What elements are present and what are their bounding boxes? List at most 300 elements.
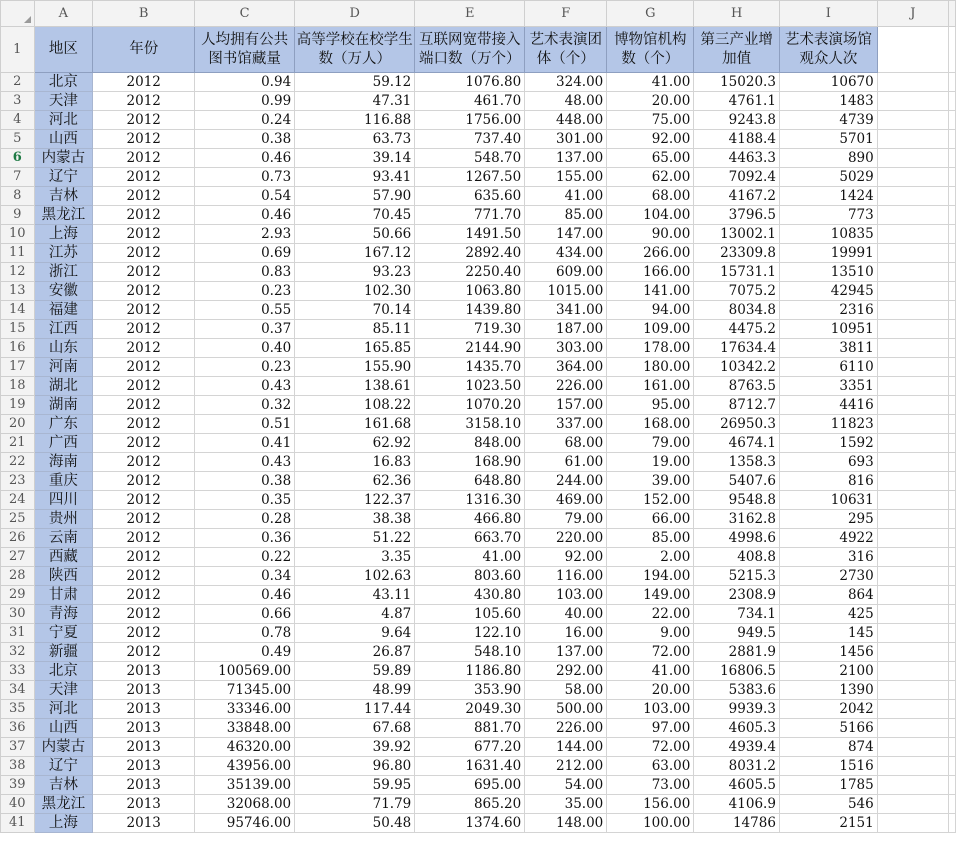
data-cell[interactable]: 4922	[779, 529, 877, 548]
row-header[interactable]: 4	[1, 111, 35, 130]
data-cell[interactable]: 75.00	[607, 111, 694, 130]
data-cell[interactable]: 2013	[93, 776, 195, 795]
data-cell[interactable]: 50.66	[295, 225, 415, 244]
data-cell[interactable]: 187.00	[525, 320, 607, 339]
region-cell[interactable]: 黑龙江	[34, 795, 93, 814]
empty-cell[interactable]	[877, 358, 948, 377]
data-cell[interactable]: 2012	[93, 548, 195, 567]
empty-cell[interactable]	[949, 510, 956, 529]
empty-cell[interactable]	[949, 130, 956, 149]
data-cell[interactable]: 2012	[93, 453, 195, 472]
data-cell[interactable]: 220.00	[525, 529, 607, 548]
empty-cell[interactable]	[877, 567, 948, 586]
data-cell[interactable]: 546	[779, 795, 877, 814]
data-cell[interactable]: 92.00	[607, 130, 694, 149]
data-cell[interactable]: 1491.50	[415, 225, 525, 244]
data-cell[interactable]: 0.35	[195, 491, 295, 510]
header-cell[interactable]: 博物馆机构数（个）	[607, 27, 694, 73]
data-cell[interactable]: 39.92	[295, 738, 415, 757]
data-cell[interactable]: 85.11	[295, 320, 415, 339]
data-cell[interactable]: 40.00	[525, 605, 607, 624]
row-header[interactable]: 28	[1, 567, 35, 586]
empty-cell[interactable]	[877, 757, 948, 776]
data-cell[interactable]: 39.14	[295, 149, 415, 168]
data-cell[interactable]: 2012	[93, 263, 195, 282]
data-cell[interactable]: 85.00	[525, 206, 607, 225]
row-header[interactable]: 21	[1, 434, 35, 453]
data-cell[interactable]: 96.80	[295, 757, 415, 776]
data-cell[interactable]: 167.12	[295, 244, 415, 263]
data-cell[interactable]: 2012	[93, 320, 195, 339]
data-cell[interactable]: 68.00	[525, 434, 607, 453]
region-cell[interactable]: 青海	[34, 605, 93, 624]
region-cell[interactable]: 湖北	[34, 377, 93, 396]
empty-cell[interactable]	[949, 206, 956, 225]
empty-cell[interactable]	[949, 358, 956, 377]
data-cell[interactable]: 1076.80	[415, 73, 525, 92]
data-cell[interactable]: 2250.40	[415, 263, 525, 282]
data-cell[interactable]: 13510	[779, 263, 877, 282]
data-cell[interactable]: 2013	[93, 662, 195, 681]
data-cell[interactable]: 90.00	[607, 225, 694, 244]
data-cell[interactable]: 2012	[93, 149, 195, 168]
empty-cell[interactable]	[949, 567, 956, 586]
data-cell[interactable]: 1390	[779, 681, 877, 700]
data-cell[interactable]: 301.00	[525, 130, 607, 149]
row-header[interactable]: 33	[1, 662, 35, 681]
data-cell[interactable]: 3158.10	[415, 415, 525, 434]
data-cell[interactable]: 148.00	[525, 814, 607, 833]
data-cell[interactable]: 0.36	[195, 529, 295, 548]
empty-cell[interactable]	[949, 624, 956, 643]
data-cell[interactable]: 7075.2	[694, 282, 780, 301]
data-cell[interactable]: 1186.80	[415, 662, 525, 681]
data-cell[interactable]: 2013	[93, 681, 195, 700]
data-cell[interactable]: 0.22	[195, 548, 295, 567]
column-header-a[interactable]: A	[34, 1, 93, 27]
region-cell[interactable]: 内蒙古	[34, 738, 93, 757]
data-cell[interactable]: 46320.00	[195, 738, 295, 757]
data-cell[interactable]: 5215.3	[694, 567, 780, 586]
data-cell[interactable]: 2012	[93, 130, 195, 149]
data-cell[interactable]: 4475.2	[694, 320, 780, 339]
data-cell[interactable]: 0.23	[195, 358, 295, 377]
empty-cell[interactable]	[949, 168, 956, 187]
data-cell[interactable]: 2151	[779, 814, 877, 833]
data-cell[interactable]: 734.1	[694, 605, 780, 624]
row-header[interactable]: 2	[1, 73, 35, 92]
empty-cell[interactable]	[949, 795, 956, 814]
data-cell[interactable]: 0.43	[195, 377, 295, 396]
empty-cell[interactable]	[949, 491, 956, 510]
data-cell[interactable]: 41.00	[607, 73, 694, 92]
data-cell[interactable]: 434.00	[525, 244, 607, 263]
data-cell[interactable]: 1756.00	[415, 111, 525, 130]
region-cell[interactable]: 西藏	[34, 548, 93, 567]
empty-cell[interactable]	[877, 244, 948, 263]
data-cell[interactable]: 62.92	[295, 434, 415, 453]
data-cell[interactable]: 773	[779, 206, 877, 225]
data-cell[interactable]: 51.22	[295, 529, 415, 548]
empty-cell[interactable]	[949, 263, 956, 282]
empty-cell[interactable]	[877, 681, 948, 700]
data-cell[interactable]: 11823	[779, 415, 877, 434]
empty-cell[interactable]	[949, 814, 956, 833]
data-cell[interactable]: 2012	[93, 301, 195, 320]
data-cell[interactable]: 1439.80	[415, 301, 525, 320]
column-header-i[interactable]: I	[779, 1, 877, 27]
data-cell[interactable]: 1267.50	[415, 168, 525, 187]
row-header[interactable]: 38	[1, 757, 35, 776]
empty-cell[interactable]	[877, 738, 948, 757]
region-cell[interactable]: 上海	[34, 814, 93, 833]
data-cell[interactable]: 70.14	[295, 301, 415, 320]
header-cell[interactable]: 第三产业增加值	[694, 27, 780, 73]
data-cell[interactable]: 1063.80	[415, 282, 525, 301]
empty-cell[interactable]	[949, 187, 956, 206]
data-cell[interactable]: 38.38	[295, 510, 415, 529]
data-cell[interactable]: 144.00	[525, 738, 607, 757]
data-cell[interactable]: 103.00	[607, 700, 694, 719]
data-cell[interactable]: 161.00	[607, 377, 694, 396]
empty-cell[interactable]	[877, 700, 948, 719]
data-cell[interactable]: 1070.20	[415, 396, 525, 415]
data-cell[interactable]: 0.94	[195, 73, 295, 92]
region-cell[interactable]: 陕西	[34, 567, 93, 586]
data-cell[interactable]: 19.00	[607, 453, 694, 472]
empty-cell[interactable]	[877, 491, 948, 510]
data-cell[interactable]: 0.46	[195, 206, 295, 225]
data-cell[interactable]: 2.93	[195, 225, 295, 244]
empty-cell[interactable]	[877, 814, 948, 833]
data-cell[interactable]: 0.32	[195, 396, 295, 415]
data-cell[interactable]: 35.00	[525, 795, 607, 814]
data-cell[interactable]: 1374.60	[415, 814, 525, 833]
data-cell[interactable]: 122.10	[415, 624, 525, 643]
data-cell[interactable]: 803.60	[415, 567, 525, 586]
empty-cell[interactable]	[949, 27, 956, 73]
column-header-b[interactable]: B	[93, 1, 195, 27]
row-header[interactable]: 30	[1, 605, 35, 624]
empty-cell[interactable]	[877, 605, 948, 624]
data-cell[interactable]: 102.63	[295, 567, 415, 586]
empty-cell[interactable]	[949, 111, 956, 130]
data-cell[interactable]: 8031.2	[694, 757, 780, 776]
data-cell[interactable]: 141.00	[607, 282, 694, 301]
data-cell[interactable]: 0.51	[195, 415, 295, 434]
row-header[interactable]: 31	[1, 624, 35, 643]
data-cell[interactable]: 10342.2	[694, 358, 780, 377]
data-cell[interactable]: 7092.4	[694, 168, 780, 187]
data-cell[interactable]: 4605.3	[694, 719, 780, 738]
empty-cell[interactable]	[877, 472, 948, 491]
data-cell[interactable]: 816	[779, 472, 877, 491]
data-cell[interactable]: 48.00	[525, 92, 607, 111]
row-header[interactable]: 12	[1, 263, 35, 282]
data-cell[interactable]: 117.44	[295, 700, 415, 719]
empty-cell[interactable]	[877, 130, 948, 149]
data-cell[interactable]: 61.00	[525, 453, 607, 472]
data-cell[interactable]: 137.00	[525, 149, 607, 168]
empty-cell[interactable]	[949, 377, 956, 396]
row-header[interactable]: 22	[1, 453, 35, 472]
data-cell[interactable]: 161.68	[295, 415, 415, 434]
data-cell[interactable]: 0.41	[195, 434, 295, 453]
row-header[interactable]: 27	[1, 548, 35, 567]
data-cell[interactable]: 13002.1	[694, 225, 780, 244]
empty-cell[interactable]	[949, 548, 956, 567]
region-cell[interactable]: 河南	[34, 358, 93, 377]
data-cell[interactable]: 116.00	[525, 567, 607, 586]
data-cell[interactable]: 57.90	[295, 187, 415, 206]
data-cell[interactable]: 116.88	[295, 111, 415, 130]
data-cell[interactable]: 848.00	[415, 434, 525, 453]
row-header[interactable]: 10	[1, 225, 35, 244]
data-cell[interactable]: 94.00	[607, 301, 694, 320]
row-header[interactable]: 24	[1, 491, 35, 510]
data-cell[interactable]: 2049.30	[415, 700, 525, 719]
data-cell[interactable]: 9243.8	[694, 111, 780, 130]
data-cell[interactable]: 2.00	[607, 548, 694, 567]
data-cell[interactable]: 2144.90	[415, 339, 525, 358]
data-cell[interactable]: 890	[779, 149, 877, 168]
data-cell[interactable]: 212.00	[525, 757, 607, 776]
empty-cell[interactable]	[877, 776, 948, 795]
row-header[interactable]: 37	[1, 738, 35, 757]
data-cell[interactable]: 92.00	[525, 548, 607, 567]
empty-cell[interactable]	[949, 662, 956, 681]
data-cell[interactable]: 194.00	[607, 567, 694, 586]
data-cell[interactable]: 1023.50	[415, 377, 525, 396]
row-header[interactable]: 11	[1, 244, 35, 263]
data-cell[interactable]: 97.00	[607, 719, 694, 738]
data-cell[interactable]: 68.00	[607, 187, 694, 206]
data-cell[interactable]: 2012	[93, 206, 195, 225]
data-cell[interactable]: 1592	[779, 434, 877, 453]
data-cell[interactable]: 0.54	[195, 187, 295, 206]
empty-cell[interactable]	[877, 149, 948, 168]
data-cell[interactable]: 4106.9	[694, 795, 780, 814]
data-cell[interactable]: 4416	[779, 396, 877, 415]
data-cell[interactable]: 2012	[93, 111, 195, 130]
data-cell[interactable]: 5701	[779, 130, 877, 149]
empty-cell[interactable]	[877, 453, 948, 472]
data-cell[interactable]: 2012	[93, 567, 195, 586]
row-header[interactable]: 20	[1, 415, 35, 434]
data-cell[interactable]: 72.00	[607, 643, 694, 662]
data-cell[interactable]: 10951	[779, 320, 877, 339]
empty-cell[interactable]	[877, 529, 948, 548]
data-cell[interactable]: 677.20	[415, 738, 525, 757]
header-cell[interactable]: 艺术表演场馆观众人次	[779, 27, 877, 73]
data-cell[interactable]: 54.00	[525, 776, 607, 795]
empty-cell[interactable]	[949, 472, 956, 491]
data-cell[interactable]: 9939.3	[694, 700, 780, 719]
data-cell[interactable]: 0.69	[195, 244, 295, 263]
data-cell[interactable]: 59.95	[295, 776, 415, 795]
data-cell[interactable]: 50.48	[295, 814, 415, 833]
empty-cell[interactable]	[877, 92, 948, 111]
data-cell[interactable]: 0.37	[195, 320, 295, 339]
data-cell[interactable]: 8763.5	[694, 377, 780, 396]
data-cell[interactable]: 39.00	[607, 472, 694, 491]
data-cell[interactable]: 19991	[779, 244, 877, 263]
data-cell[interactable]: 2012	[93, 586, 195, 605]
data-cell[interactable]: 149.00	[607, 586, 694, 605]
data-cell[interactable]: 9.64	[295, 624, 415, 643]
data-cell[interactable]: 949.5	[694, 624, 780, 643]
region-cell[interactable]: 吉林	[34, 776, 93, 795]
data-cell[interactable]: 226.00	[525, 377, 607, 396]
data-cell[interactable]: 292.00	[525, 662, 607, 681]
data-cell[interactable]: 448.00	[525, 111, 607, 130]
data-cell[interactable]: 32068.00	[195, 795, 295, 814]
row-header[interactable]: 34	[1, 681, 35, 700]
data-cell[interactable]: 2012	[93, 605, 195, 624]
row-header[interactable]: 19	[1, 396, 35, 415]
data-cell[interactable]: 295	[779, 510, 877, 529]
data-cell[interactable]: 65.00	[607, 149, 694, 168]
data-cell[interactable]: 166.00	[607, 263, 694, 282]
empty-cell[interactable]	[949, 396, 956, 415]
data-cell[interactable]: 2012	[93, 282, 195, 301]
row-header[interactable]: 9	[1, 206, 35, 225]
row-header[interactable]: 23	[1, 472, 35, 491]
data-cell[interactable]: 2012	[93, 377, 195, 396]
data-cell[interactable]: 10835	[779, 225, 877, 244]
data-cell[interactable]: 33346.00	[195, 700, 295, 719]
data-cell[interactable]: 5383.6	[694, 681, 780, 700]
empty-cell[interactable]	[949, 719, 956, 738]
data-cell[interactable]: 0.78	[195, 624, 295, 643]
data-cell[interactable]: 0.55	[195, 301, 295, 320]
row-header[interactable]: 35	[1, 700, 35, 719]
data-cell[interactable]: 8712.7	[694, 396, 780, 415]
column-header-f[interactable]: F	[525, 1, 607, 27]
data-cell[interactable]: 244.00	[525, 472, 607, 491]
row-header[interactable]: 36	[1, 719, 35, 738]
data-cell[interactable]: 4.87	[295, 605, 415, 624]
data-cell[interactable]: 20.00	[607, 681, 694, 700]
row-header[interactable]: 15	[1, 320, 35, 339]
empty-cell[interactable]	[949, 301, 956, 320]
empty-cell[interactable]	[949, 282, 956, 301]
data-cell[interactable]: 0.83	[195, 263, 295, 282]
data-cell[interactable]: 100569.00	[195, 662, 295, 681]
data-cell[interactable]: 0.23	[195, 282, 295, 301]
data-cell[interactable]: 693	[779, 453, 877, 472]
column-header-g[interactable]: G	[607, 1, 694, 27]
region-cell[interactable]: 湖南	[34, 396, 93, 415]
data-cell[interactable]: 648.80	[415, 472, 525, 491]
data-cell[interactable]: 10670	[779, 73, 877, 92]
data-cell[interactable]: 180.00	[607, 358, 694, 377]
region-cell[interactable]: 河北	[34, 111, 93, 130]
data-cell[interactable]: 0.46	[195, 149, 295, 168]
data-cell[interactable]: 100.00	[607, 814, 694, 833]
empty-cell[interactable]	[949, 605, 956, 624]
data-cell[interactable]: 5029	[779, 168, 877, 187]
empty-cell[interactable]	[949, 92, 956, 111]
data-cell[interactable]: 2012	[93, 168, 195, 187]
data-cell[interactable]: 500.00	[525, 700, 607, 719]
data-cell[interactable]: 6110	[779, 358, 877, 377]
data-cell[interactable]: 430.80	[415, 586, 525, 605]
row-header[interactable]: 1	[1, 27, 35, 73]
region-cell[interactable]: 天津	[34, 92, 93, 111]
data-cell[interactable]: 2012	[93, 529, 195, 548]
data-cell[interactable]: 2013	[93, 719, 195, 738]
empty-cell[interactable]	[877, 168, 948, 187]
row-header[interactable]: 3	[1, 92, 35, 111]
data-cell[interactable]: 95.00	[607, 396, 694, 415]
empty-cell[interactable]	[877, 643, 948, 662]
data-cell[interactable]: 71345.00	[195, 681, 295, 700]
data-cell[interactable]: 2881.9	[694, 643, 780, 662]
data-cell[interactable]: 104.00	[607, 206, 694, 225]
data-cell[interactable]: 1456	[779, 643, 877, 662]
empty-cell[interactable]	[877, 225, 948, 244]
data-cell[interactable]: 0.49	[195, 643, 295, 662]
data-cell[interactable]: 4998.6	[694, 529, 780, 548]
data-cell[interactable]: 16.83	[295, 453, 415, 472]
header-cell[interactable]: 人均拥有公共图书馆藏量	[195, 27, 295, 73]
data-cell[interactable]: 2013	[93, 795, 195, 814]
data-cell[interactable]: 2012	[93, 491, 195, 510]
data-cell[interactable]: 0.38	[195, 472, 295, 491]
data-cell[interactable]: 2012	[93, 434, 195, 453]
data-cell[interactable]: 635.60	[415, 187, 525, 206]
data-cell[interactable]: 41.00	[415, 548, 525, 567]
data-cell[interactable]: 42945	[779, 282, 877, 301]
data-cell[interactable]: 2012	[93, 187, 195, 206]
empty-cell[interactable]	[949, 529, 956, 548]
data-cell[interactable]: 2012	[93, 73, 195, 92]
empty-cell[interactable]	[949, 225, 956, 244]
data-cell[interactable]: 2013	[93, 814, 195, 833]
data-cell[interactable]: 9548.8	[694, 491, 780, 510]
region-cell[interactable]: 河北	[34, 700, 93, 719]
region-cell[interactable]: 甘肃	[34, 586, 93, 605]
data-cell[interactable]: 425	[779, 605, 877, 624]
data-cell[interactable]: 9.00	[607, 624, 694, 643]
data-cell[interactable]: 2012	[93, 624, 195, 643]
data-cell[interactable]: 147.00	[525, 225, 607, 244]
header-cell[interactable]: 年份	[93, 27, 195, 73]
empty-cell[interactable]	[877, 73, 948, 92]
empty-cell[interactable]	[877, 396, 948, 415]
empty-cell[interactable]	[877, 320, 948, 339]
data-cell[interactable]: 155.00	[525, 168, 607, 187]
data-cell[interactable]: 0.99	[195, 92, 295, 111]
data-cell[interactable]: 62.36	[295, 472, 415, 491]
data-cell[interactable]: 609.00	[525, 263, 607, 282]
data-cell[interactable]: 22.00	[607, 605, 694, 624]
data-cell[interactable]: 138.61	[295, 377, 415, 396]
region-cell[interactable]: 宁夏	[34, 624, 93, 643]
column-header-h[interactable]: H	[694, 1, 780, 27]
empty-cell[interactable]	[949, 320, 956, 339]
empty-cell[interactable]	[949, 776, 956, 795]
header-cell[interactable]: 地区	[34, 27, 93, 73]
data-cell[interactable]: 2042	[779, 700, 877, 719]
data-cell[interactable]: 2100	[779, 662, 877, 681]
empty-cell[interactable]	[949, 586, 956, 605]
region-cell[interactable]: 山东	[34, 339, 93, 358]
data-cell[interactable]: 168.00	[607, 415, 694, 434]
data-cell[interactable]: 59.12	[295, 73, 415, 92]
data-cell[interactable]: 58.00	[525, 681, 607, 700]
